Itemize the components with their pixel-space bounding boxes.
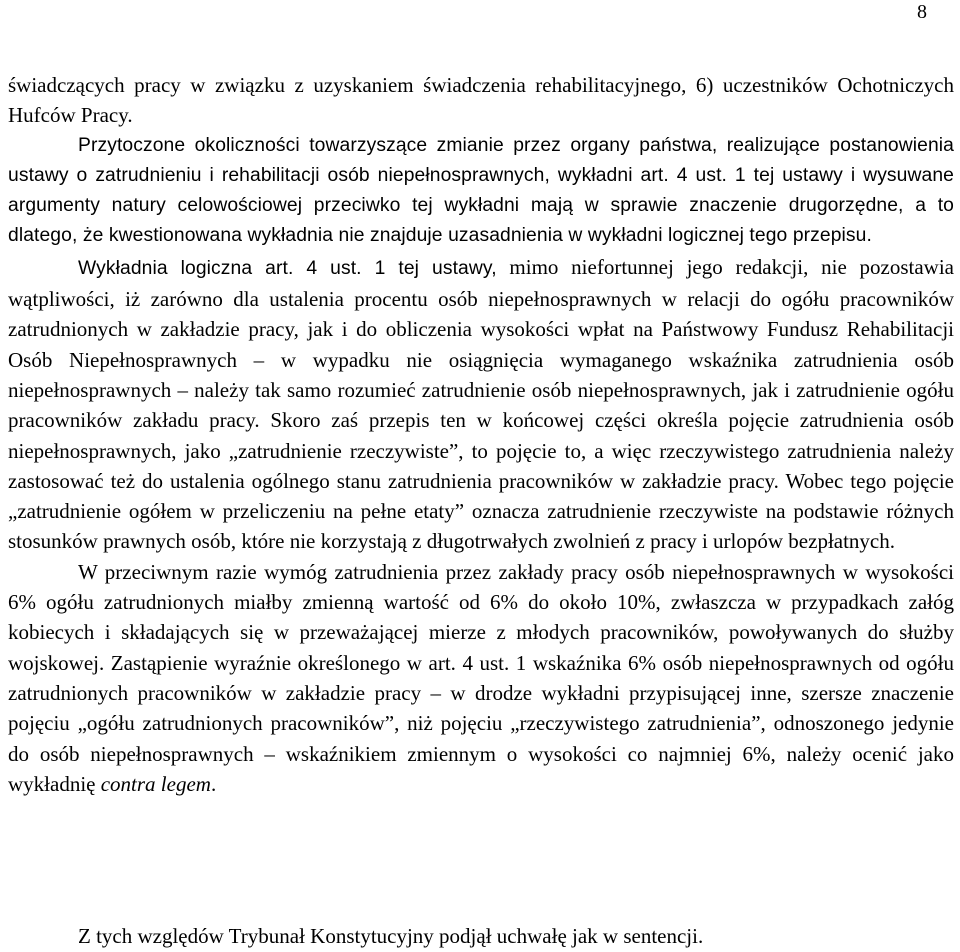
paragraph-circumstances: Przytoczone okoliczności towarzyszące zmianie przez organy państwa, realizujące postanowienia ustawy o zatrudnieniu i rehabilitacji osób niepełnosprawnych, wykładni art. 4 ust. 1 tej ustawy i wysuwane argumenty natury celowościowej przeciwko tej wykładni mają w sprawie znaczenie drugorzędne, a to dlatego, że kwestionowana wykładnia nie znajduje uzasadnienia w wykładni logicznej tego przepisu. <box>8 134 954 247</box>
paragraph-lead: Wykładnia logiczna art. 4 ust. 1 tej ustawy, <box>78 257 497 279</box>
paragraph-continuation: świadczących pracy w związku z uzyskaniem świadczenia rehabilitacyjnego, 6) uczestników Ochotniczych Hufców Pracy. <box>8 73 954 128</box>
document-body <box>8 70 954 799</box>
paragraph-logical-interpretation <box>8 252 954 557</box>
closing-sentence: Z tych względów Trybunał Konstytucyjny podjął uchwałę jak w sentencji. <box>78 924 704 948</box>
paragraph-end: . <box>210 771 217 796</box>
page-number: 8 <box>917 1 927 23</box>
paragraph-text: W przeciwnym razie wymóg zatrudnienia przez zakłady pracy osób niepełnosprawnych w wysokości 6% ogółu zatrudnionych miałby zmienną wartość od 6% do około 10%, zwłaszcza w przypadkach załóg kobiecych i składających się w przeważającej mierze z młodych pracowników, powoływanych do służby wojskowej. Zastąpienie wyraźnie określonego w art. 4 ust. 1 wskaźnika 6% osób niepełnosprawnych od ogółu zatrudnionych pracowników w zakładzie pracy – w drodze wykładni przypisującej inne, szersze znaczenie pojęciu „ogółu zatrudnionych pracowników”, niż pojęciu „rzeczywistego zatrudnienia”, odnoszonego jedynie do osób niepełnosprawnych – wskaźnikiem zmiennym o wysokości co najmniej 6%, należy ocenić jako wykładnię <box>8 559 954 796</box>
paragraph-text: mimo niefortunnej jego redakcji, nie pozostawia wątpliwości, iż zarówno dla ustalenia procentu osób niepełnosprawnych w relacji do ogółu pracowników zatrudnionych w zakładzie pracy, jak i do obliczenia wysokości wpłat na Państwowy Fundusz Rehabilitacji Osób Niepełnosprawnych – w wypadku nie osiągnięcia wymaganego wskaźnika zatrudnienia osób niepełnosprawnych – należy tak samo rozumieć zatrudnienie osób niepełnosprawnych, jak i zatrudnienie ogółu pracowników zakładu pracy. Skoro zaś przepis ten w końcowej części określa pojęcie zatrudnienia osób niepełnosprawnych, jako „zatrudnienie rzeczywiste”, to pojęcie to, a więc rzeczywistego zatrudnienia należy zastosować też do ustalenia ogólnego stanu zatrudnienia pracowników w zakładzie pracy. Wobec tego pojęcie „zatrudnienie ogółem w przeliczeniu na pełne etaty” oznacza zatrudnienie rzeczywiste na podstawie różnych stosunków prawnych osób, które nie korzystają z długotrwałych zwolnień z pracy i urlopów bezpłatnych. <box>8 254 954 554</box>
contra-legem-italic: contra legem <box>100 771 211 796</box>
paragraph-otherwise <box>8 557 954 799</box>
